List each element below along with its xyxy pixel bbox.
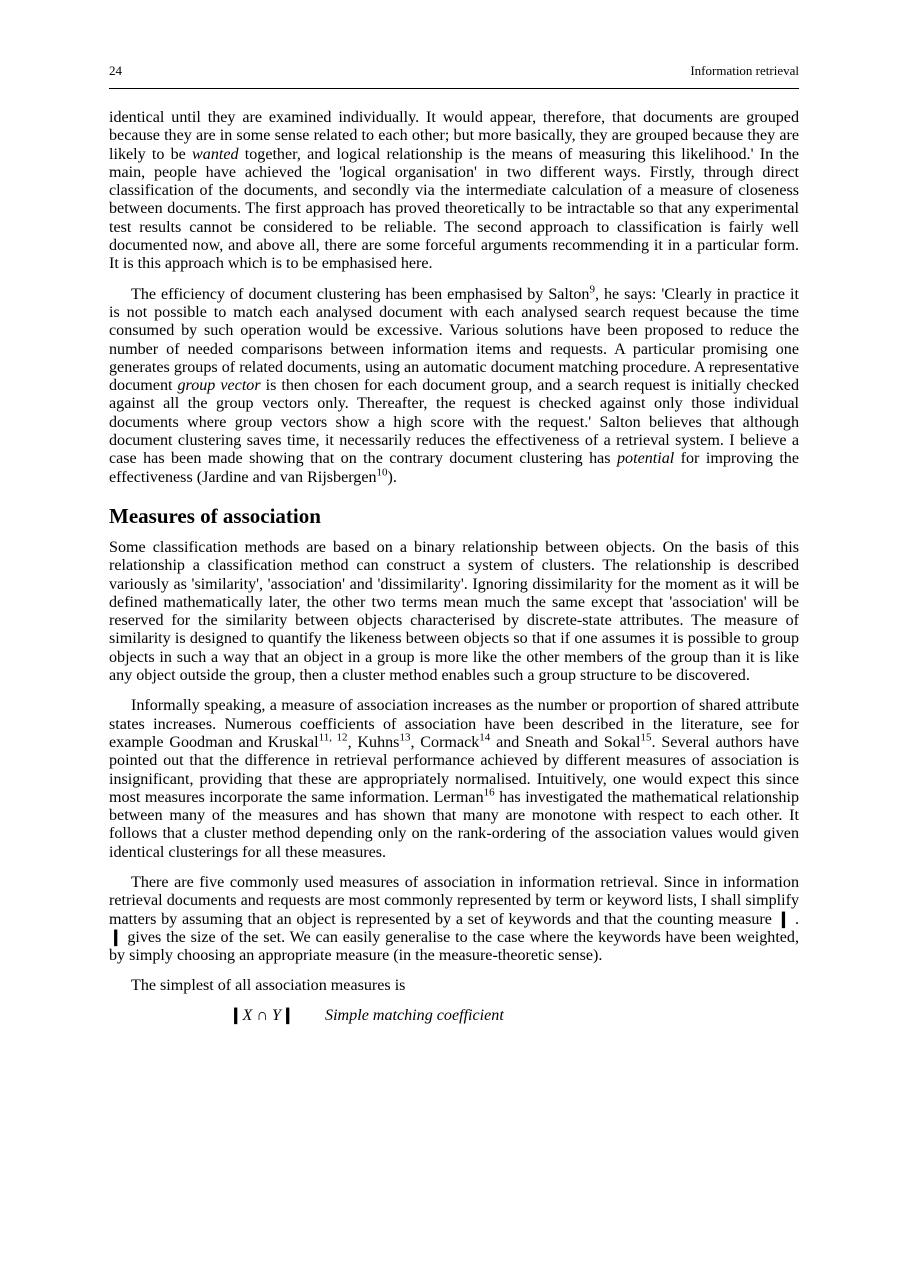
page-number: 24 (109, 63, 122, 78)
citation-9: 9 (589, 283, 595, 296)
paragraph-3: Some classification methods are based on a binary relationship between objects. On the basis of this relationship a classification method can construct a system of clusters. The relationship is described variously as 'similarity', 'association' and 'dissimilarity'. Ignoring dissimilarity for the moment as it will be defined mathematically later, the other two terms mean much the same except that 'association' will be reserved for the similarity between objects characterised by discrete-state attributes. The measure of similarity is designed to quantify the likeness between objects so that if one assumes it is possible to group objects in such a way that an object in a group is more like the other members of the group than it is like any object outside the group, then a cluster method enables such a group structure to be discovered. (109, 538, 799, 685)
formula-name: Simple matching coefficient (325, 1006, 504, 1024)
citation-11-12: 11, 12 (318, 731, 348, 744)
cardinality-bar-right: ❙ (109, 928, 123, 946)
paragraph-1: identical until they are examined individually. It would appear, therefore, that documents are grouped because they are in some sense related to each other; but more basically, they are grouped because they are likely to be wanted together, and logical relationship is the means of measuring this likelihood.' In the main, people have achieved the 'logical organisation' in two different ways. Firstly, through direct classification of the documents, and secondly via the intermediate calculation of a measure of closeness between documents. The first approach has proved theoretically to be intractable so that any experimental test results cannot be considered to be reliable. The second approach to classification is fairly well documented now, and above all, there are some forceful arguments recommending it in a particular form. It is this approach which is to be emphasised here. (109, 109, 799, 273)
citation-10: 10 (376, 466, 388, 479)
paragraph-5: There are five commonly used measures of association in information retrieval. Since in information retrieval documents and requests are most commonly represented by term or keyword lists, I shall simplify matters by assuming that an object is represented by a set of keywords and that the counting measure ❙ . ❙ gives the size of the set. We can easily generalise to the case where the keywords have been weighted, by simply choosing an appropriate measure (in the measure-theoretic sense). (109, 873, 800, 965)
paragraph-4: Informally speaking, a measure of association increases as the number or proportion of shared attribute states increases. Numerous coefficients of association have been described in the literature, see for example Goodman and Kruskal$^{11, 12}$, Kuhns$^{13}$, Cormack$^{14}$ and Sneath and Sokal$^{15}$. Several authors have pointed out that the difference in retrieval performance achieved by different measures of association is insignificant, providing that these are appropriately normalised. Intuitively, one would expect this since most measures incorporate the same information. Lerman$^{16}$ has investigated the mathematical relationship between many of the measures and has shown that many are monotone with respect to each other. It follows that a cluster method depending only on the rank-ordering of the association values would given identical clusterings for all these measures. (109, 697, 800, 861)
section-heading: Measures of association (109, 503, 321, 528)
citation-13: 13 (399, 731, 411, 744)
formula-simple-matching (229, 1006, 799, 1026)
citation-15: 15 (640, 731, 652, 744)
running-title: Information retrieval (690, 63, 799, 78)
citation-16: 16 (483, 786, 495, 799)
document-page (109, 62, 799, 1026)
paragraph-6: The simplest of all association measures is (131, 977, 406, 995)
paragraph-2: The efficiency of document clustering has been emphasised by Salton$^9$, he says: 'Clearly in practice it is not possible to match each analysed document with each analysed search request because the time consumed by such operation would be excessive. Various solutions have been proposed to reduce the number of needed comparisons between information items and requests. A particular promising one generates groups of related documents, using an automatic document matching procedure. A representative document group vector is then chosen for each document group, and a search request is initially checked against all the group vectors only. Thereafter, the request is checked against only those individual documents where group vectors show a high score with the request.' Salton believes that although document clustering saves time, it necessarily reduces the effectiveness of a retrieval system. I believe a case has been made showing that on the contrary document clustering has potential for improving the effectiveness (Jardine and van Rijsbergen$^{10}$). (109, 283, 799, 486)
citation-14: 14 (479, 731, 491, 744)
emphasis-potential: potential (617, 450, 675, 468)
emphasis-group-vector: group vector (177, 377, 261, 395)
page-header (109, 62, 799, 89)
cardinality-bar-left: ❙ (776, 910, 791, 928)
formula-expression: ❙X ∩ Y❙ (229, 1006, 295, 1024)
emphasis-wanted: wanted (192, 145, 239, 163)
